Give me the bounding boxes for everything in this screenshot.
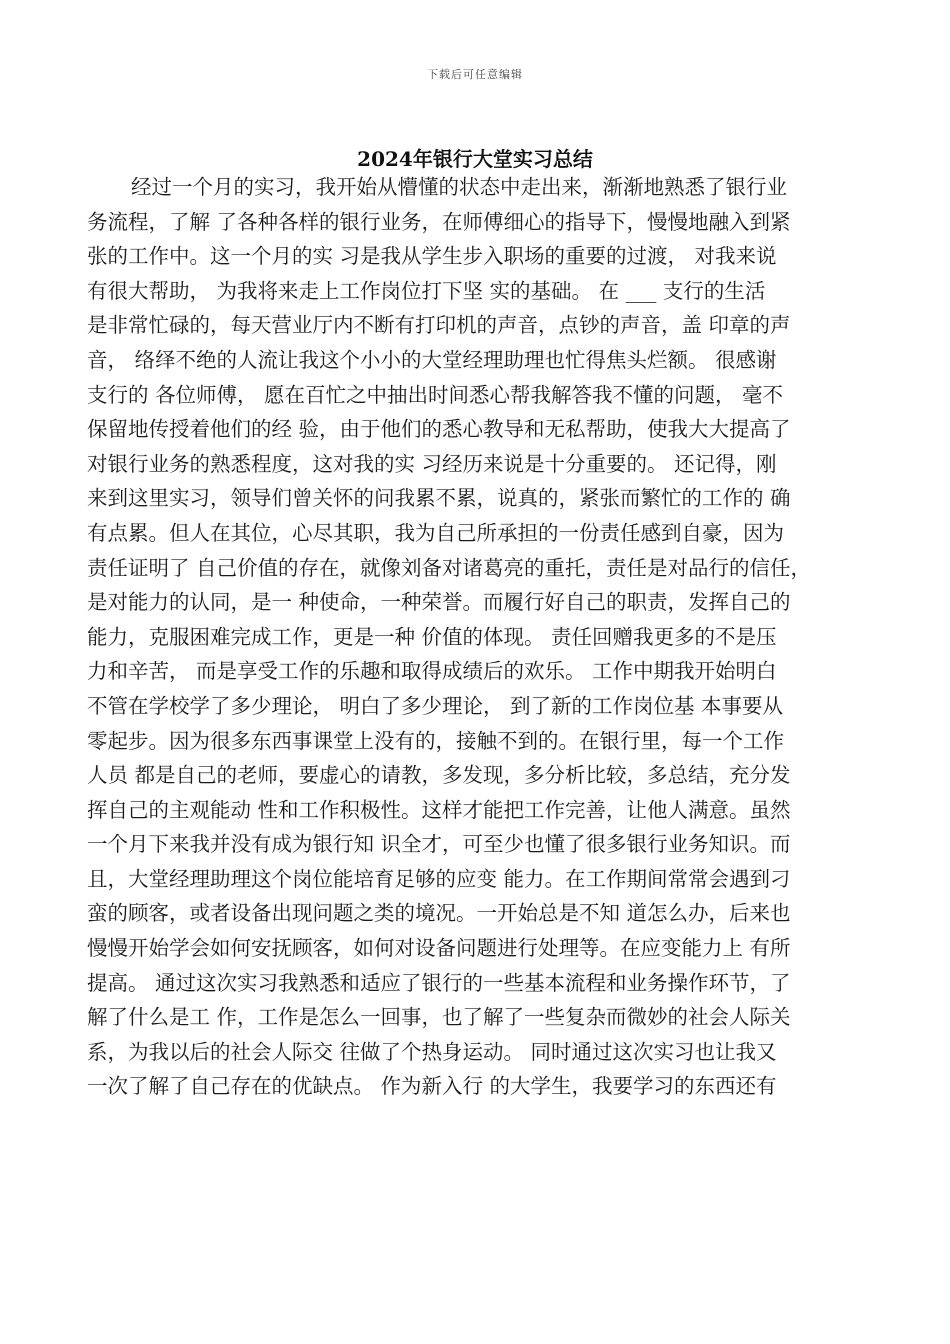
body-line: 是非常忙碌的，每天营业厅内不断有打印机的声音，点钞的声音，盖 印章的声 <box>87 313 791 338</box>
body-line: 力和辛苦， 而是享受工作的乐趣和取得成绩后的欢乐。 工作中期我开始明白 <box>87 659 777 684</box>
body-line: 来到这里实习，领导们曾关怀的问我累不累，说真的，紧张而繁忙的工作的 确 <box>87 486 791 511</box>
body-line: 对银行业务的熟悉程度，这对我的实 习经历来说是十分重要的。 还记得，刚 <box>87 451 777 476</box>
body-line: 保留地传授着他们的经 验，由于他们的悉心教导和无私帮助，使我大大提高了 <box>87 417 791 442</box>
body-line: 有很大帮助， 为我将来走上工作岗位打下坚 实的基础。 在 ___ 支行的生活 <box>87 278 766 303</box>
body-line: 张的工作中。这一个月的实 习是我从学生步入职场的重要的过渡， 对我来说 <box>87 244 777 269</box>
body-line: 音， 络绎不绝的人流让我这个小小的大堂经理助理也忙得焦头烂额。 很感谢 <box>87 347 777 372</box>
body-line: 有点累。但人在其位，心尽其职，我为自己所承担的一份责任感到自豪，因为 <box>87 520 784 545</box>
body-line: 一个月下来我并没有成为银行知 识全才，可至少也懂了很多银行业务知识。而 <box>87 832 791 857</box>
body-line: 经过一个月的实习，我开始从懵懂的状态中走出来，渐渐地熟悉了银行业 <box>131 175 787 199</box>
body-line: 是对能力的认同，是一 种使命，一种荣誉。而履行好自己的职责，发挥自己的 <box>87 590 791 615</box>
body-line: 挥自己的主观能动 性和工作积极性。这样才能把工作完善，让他人满意。虽然 <box>87 797 791 822</box>
body-line: 能力，克服困难完成工作，更是一种 价值的体现。 责任回赠我更多的不是压 <box>87 624 777 649</box>
body-line: 提高。 通过这次实习我熟悉和适应了银行的一些基本流程和业务操作环节，了 <box>87 970 791 995</box>
page-header-note: 下载后可任意编辑 <box>427 68 523 81</box>
body-line: 务流程，了解 了各种各样的银行业务，在师傅细心的指导下，慢慢地融入到紧 <box>87 209 791 234</box>
body-line: 人员 都是自己的老师，要虚心的请教，多发现，多分析比较，多总结，充分发 <box>87 763 791 788</box>
body-line: 责任证明了 自己价值的存在，就像刘备对诸葛亮的重托，责任是对品行的信任， <box>87 555 812 580</box>
body-line: 支行的 各位师傅， 愿在百忙之中抽出时间悉心帮我解答我不懂的问题， 毫不 <box>87 382 784 407</box>
body-line: 一次了解了自己存在的优缺点。 作为新入行 的大学生，我要学习的东西还有 <box>87 1074 777 1099</box>
body-line: 蛮的顾客，或者设备出现问题之类的境况。一开始总是不知 道怎么办，后来也 <box>87 901 791 926</box>
body-line: 慢慢开始学会如何安抚顾客，如何对设备问题进行处理等。在应变能力上 有所 <box>87 936 791 961</box>
body-line: 不管在学校学了多少理论， 明白了多少理论， 到了新的工作岗位基 本事要从 <box>87 693 784 718</box>
body-line: 解了什么是工 作，工作是怎么一回事，也了解了一些复杂而微妙的社会人际关 <box>87 1005 791 1030</box>
body-line: 且，大堂经理助理这个岗位能培育足够的应变 能力。在工作期间常常会遇到刁 <box>87 866 791 891</box>
body-line: 系，为我以后的社会人际交 往做了个热身运动。 同时通过这次实习也让我又 <box>87 1039 777 1064</box>
body-line: 零起步。因为很多东西事课堂上没有的，接触不到的。在银行里，每一个工作 <box>87 728 784 753</box>
document-body <box>87 170 877 1104</box>
document-title: 2024年银行大堂实习总结 <box>357 147 593 171</box>
